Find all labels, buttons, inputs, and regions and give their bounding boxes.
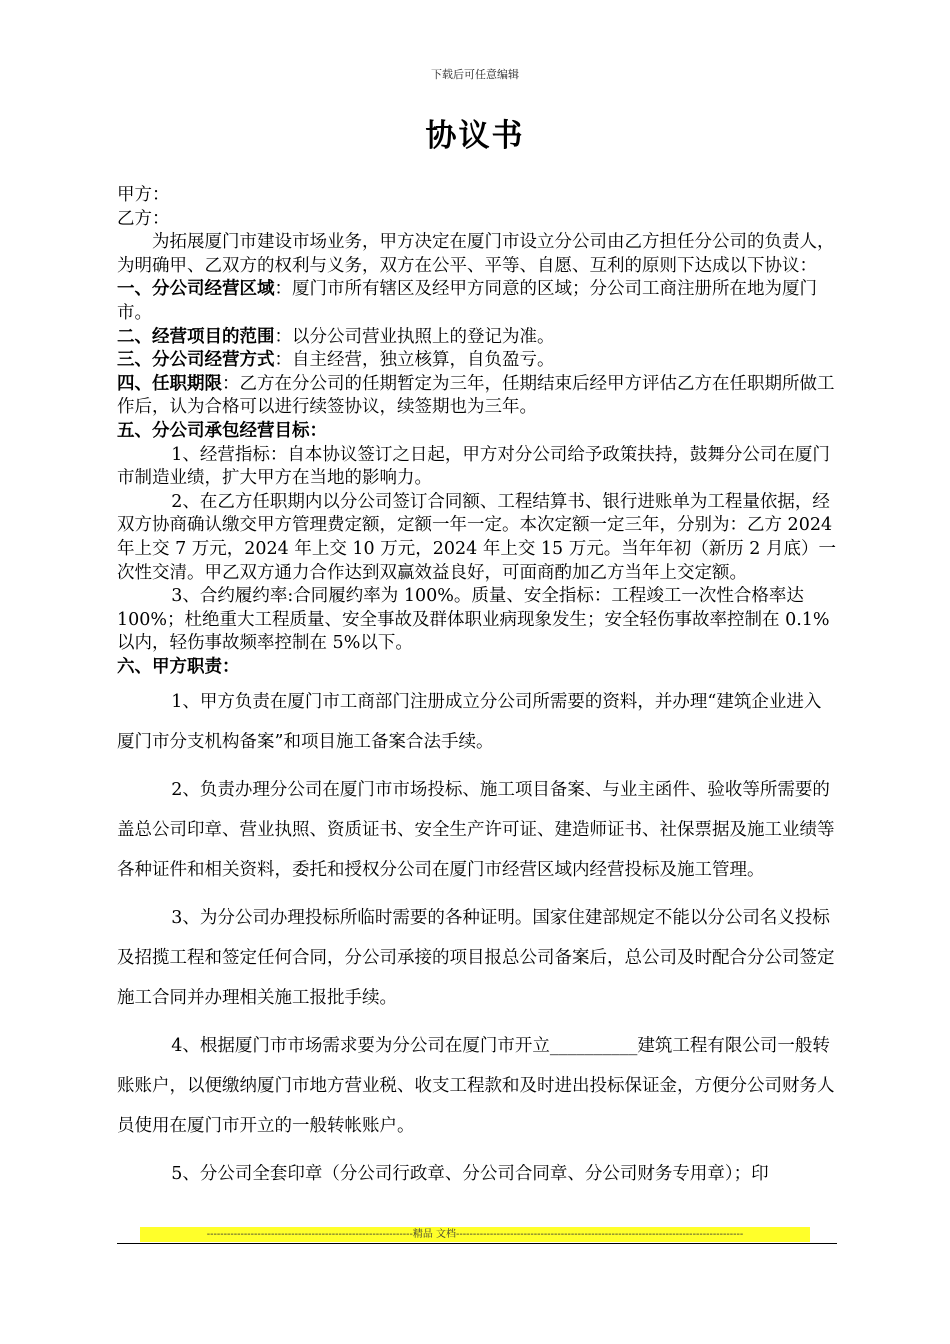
section-1-heading: 一、分公司经营区域 [117, 279, 275, 300]
footer-watermark-band: -------------------------------------------------------------精品 文档------------------------------------------------------------------------------------- [140, 1227, 810, 1242]
section-4-text: ：乙方在分公司的任期暂定为三年，任期结束后经甲方评估乙方在任职期所做工作后，认为合格可以进行续签协议，续签期也为三年。 [117, 373, 835, 418]
section-5-item-3: 3、合约履约率:合同履约率为 100%。质量、安全指标：工程竣工一次性合格率达 100%；杜绝重大工程质量、安全事故及群体职业病现象发生；安全轻伤事故率控制在 0.1%以内，轻伤事故频率控制在 5%以下。 [117, 586, 830, 654]
section-3-text: ：自主经营，独立核算，自负盈亏。 [274, 350, 555, 371]
section-5-item-1: 1、经营指标：自本协议签订之日起，甲方对分公司给予政策扶持，鼓舞分公司在厦门市制造业绩，扩大甲方在当地的影响力。 [117, 444, 830, 489]
party-b-label: 乙方： [117, 208, 170, 229]
section-1 [117, 278, 837, 325]
section-6-item-4 [117, 1026, 837, 1146]
blank-fill-line: __________ [549, 1036, 638, 1057]
section-6-item-5: 5、分公司全套印章（分公司行政章、分公司合同章、分公司财务专用章）；印 [171, 1164, 769, 1185]
section-6-item-3: 3、为分公司办理投标所临时需要的各种证明。国家住建部规定不能以分公司名义投标及招揽工程和签定任何合同，分公司承接的项目报总公司备案后，总公司及时配合分公司签定施工合同并办理相关施工报批手续。 [117, 908, 835, 1009]
section-2-text: ：以分公司营业执照上的登记为准。 [274, 326, 555, 347]
section-3-heading: 三、分公司经营方式 [117, 350, 275, 371]
section-2 [117, 326, 837, 350]
section-3 [117, 349, 837, 373]
section-4-heading: 四、任职期限 [117, 373, 222, 394]
section-5-heading [117, 420, 837, 444]
section-6-item-2: 2、负责办理分公司在厦门市市场投标、施工项目备案、与业主函件、验收等所需要的盖总公司印章、营业执照、资质证书、安全生产许可证、建造师证书、社保票据及施工业绩等各种证件和相关资料，委托和授权分公司在厦门市经营区域内经营投标及施工管理。 [117, 780, 835, 881]
section-5-item-2: 2、在乙方任职期内以分公司签订合同额、工程结算书、银行进账单为工程量依据，经双方协商确认缴交甲方管理费定额，定额一年一定。本次定额一定三年，分别为：乙方 2024 年上交 7 万元，2024 年上交 10 万元，2024 年上交 15 万元。当年年初（新历 2 月底）一次性交清。甲乙双方通力合作达到双赢效益良好，可面商酌加乙方当年上交定额。 [117, 491, 837, 583]
section-4 [117, 373, 837, 420]
section-2-heading: 二、经营项目的范围 [117, 326, 275, 347]
document-title: 协议书 [425, 118, 525, 154]
header-note: 下载后可任意编辑 [431, 68, 519, 81]
section-6-heading [117, 656, 837, 680]
section-6-item-1: 1、甲方负责在厦门市工商部门注册成立分公司所需要的资料，并办理“建筑企业进入厦门市分支机构备案”和项目施工备案合法手续。 [117, 692, 822, 753]
footer-divider [117, 1243, 837, 1244]
party-a-label: 甲方： [117, 185, 170, 205]
document-body [117, 184, 837, 1194]
intro-paragraph: 为拓展厦门市建设市场业务，甲方决定在厦门市设立分公司由乙方担任分公司的负责人，为明确甲、乙双方的权利与义务，双方在公平、平等、自愿、互利的原则下达成以下协议： [117, 232, 835, 276]
section-1-text: ：厦门市所有辖区及经甲方同意的区域；分公司工商注册所在地为厦门市。 [117, 279, 817, 323]
section-6-item-4-end: 建筑工程有限公司一般转账账户，以便缴纳厦门市地方营业税、收支工程款和及时进出投标保证金，方便分公司财务人员使用在厦门市开立的一般转帐账户。 [117, 1036, 835, 1137]
section-6-item-4-start: 4、根据厦门市市场需求要为分公司在厦门市开立 [171, 1036, 550, 1057]
section-5-heading-text: 五、分公司承包经营目标： [117, 420, 327, 441]
section-6-heading-text: 六、甲方职责： [117, 656, 240, 677]
